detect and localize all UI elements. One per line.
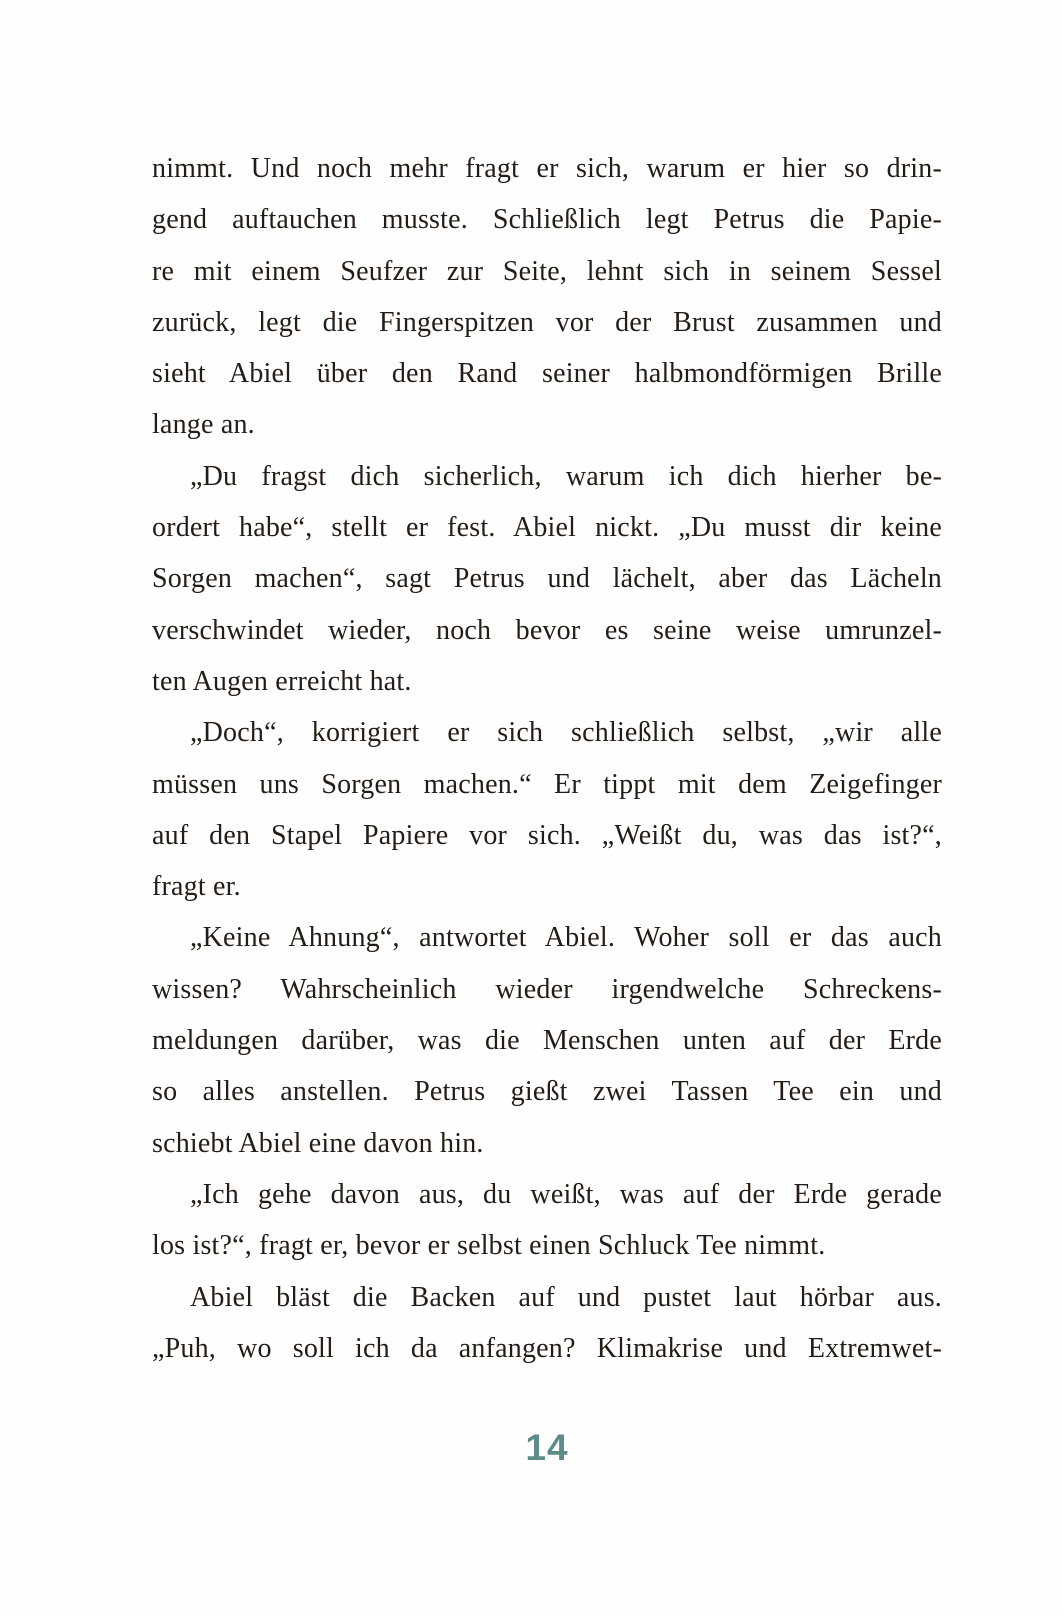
text-line: zurück, legt die Fingerspitzen vor der Brust zusammen und [152, 306, 942, 338]
text-line: fragt er. [152, 871, 241, 903]
text-line: lange an. [152, 409, 255, 441]
text-line: „Puh, wo soll ich da anfangen? Klimakrise und Extremwet- [152, 1332, 942, 1364]
text-line: „Du fragst dich sicherlich, warum ich dich hierher be- [190, 460, 942, 492]
text-line: schiebt Abiel eine davon hin. [152, 1127, 484, 1159]
text-line: „Doch“, korrigiert er sich schließlich selbst, „wir alle [190, 717, 942, 749]
text-line: so alles anstellen. Petrus gießt zwei Tassen Tee ein und [152, 1076, 942, 1108]
text-line: müssen uns Sorgen machen.“ Er tippt mit dem Zeigefinger [152, 768, 942, 800]
page-number: 14 [525, 1427, 569, 1468]
text-line: nimmt. Und noch mehr fragt er sich, warum er hier so drin- [152, 153, 942, 184]
page-text [152, 143, 942, 1374]
text-line: sieht Abiel über den Rand seiner halbmondförmigen Brille [152, 358, 942, 390]
text-line: gend auftauchen musste. Schließlich legt Petrus die Papie- [152, 204, 942, 236]
text-line: los ist?“, fragt er, bevor er selbst einen Schluck Tee nimmt. [152, 1230, 826, 1262]
text-line: auf den Stapel Papiere vor sich. „Weißt du, was das ist?“, [152, 819, 942, 851]
text-line: verschwindet wieder, noch bevor es seine weise umrunzel- [152, 614, 942, 646]
text-line: „Ich gehe davon aus, du weißt, was auf der Erde gerade [190, 1178, 942, 1210]
text-line: „Keine Ahnung“, antwortet Abiel. Woher soll er das auch [190, 922, 942, 954]
text-line: Sorgen machen“, sagt Petrus und lächelt, aber das Lächeln [152, 563, 942, 595]
text-line: ordert habe“, stellt er fest. Abiel nickt. „Du musst dir keine [152, 512, 942, 544]
text-line: ten Augen erreicht hat. [152, 665, 412, 697]
text-line: wissen? Wahrscheinlich wieder irgendwelche Schreckens- [152, 973, 942, 1005]
text-line: meldungen darüber, was die Menschen unten auf der Erde [152, 1025, 942, 1057]
text-line: Abiel bläst die Backen auf und pustet laut hörbar aus. [190, 1281, 942, 1313]
text-line: re mit einem Seufzer zur Seite, lehnt sich in seinem Sessel [152, 255, 942, 287]
